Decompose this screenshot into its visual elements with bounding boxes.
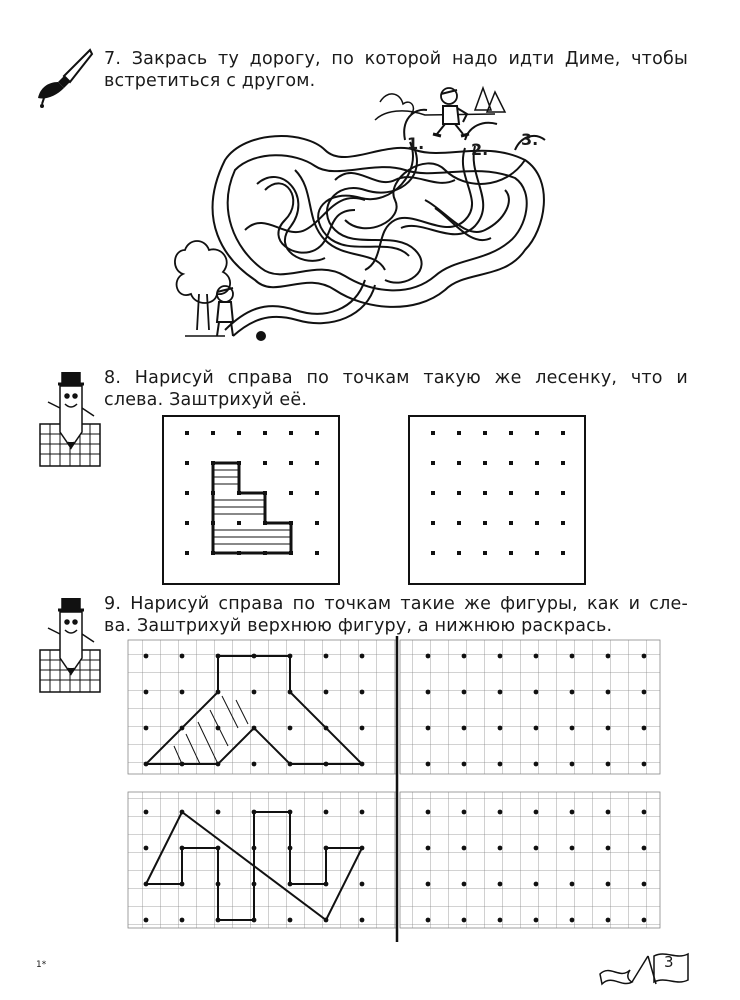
grid-dot	[570, 918, 575, 923]
grid-dot	[606, 726, 611, 731]
grid-dot	[216, 810, 221, 815]
grid-dot	[534, 690, 539, 695]
grid-dot	[288, 726, 293, 731]
grid-dot	[180, 690, 185, 695]
grid-dot	[498, 918, 503, 923]
grid-dot	[426, 810, 431, 815]
grid-dot	[426, 690, 431, 695]
grid-dot	[360, 810, 365, 815]
grid-dot	[642, 654, 647, 659]
grid-dot	[570, 762, 575, 767]
grid-dot	[642, 762, 647, 767]
grid-dot	[426, 882, 431, 887]
grid-dot	[144, 918, 149, 923]
grid-dot	[606, 882, 611, 887]
grid-dot	[606, 810, 611, 815]
maze-path-label-1: 1.	[407, 134, 425, 153]
paintbrush-icon	[30, 46, 94, 108]
grid-dot	[498, 882, 503, 887]
grid-dot	[462, 882, 467, 887]
grid-dot	[606, 762, 611, 767]
grid-dot	[642, 882, 647, 887]
maze-illustration	[165, 80, 565, 350]
grid-dot	[570, 690, 575, 695]
grid-dot	[642, 846, 647, 851]
grid-dot	[426, 846, 431, 851]
grid-dot	[534, 846, 539, 851]
grid-dot	[360, 918, 365, 923]
pencil-character-icon	[38, 372, 104, 470]
maze-path-label-2: 2.	[471, 140, 489, 159]
grid-dot	[534, 810, 539, 815]
grid-dot	[498, 654, 503, 659]
grid-dot	[642, 810, 647, 815]
grid-dot	[642, 918, 647, 923]
task7-line2: встретиться с другом.	[104, 71, 316, 91]
grid-dot	[360, 882, 365, 887]
grid-dot	[144, 690, 149, 695]
grid-dot	[360, 690, 365, 695]
grid-dot	[606, 654, 611, 659]
grid-dot	[426, 654, 431, 659]
grid-dot	[462, 762, 467, 767]
grid-dot	[144, 810, 149, 815]
grid-dot	[606, 846, 611, 851]
grid-dot	[144, 726, 149, 731]
grid-dot	[252, 690, 257, 695]
grid-dot	[498, 762, 503, 767]
grid-dot	[426, 726, 431, 731]
flags-icon	[596, 944, 692, 988]
grid-dot	[426, 762, 431, 767]
figures-grid	[124, 636, 664, 942]
grid-dot	[144, 846, 149, 851]
grid-dot	[324, 810, 329, 815]
grid-dot	[642, 726, 647, 731]
task8-text	[104, 367, 688, 411]
grid-dot	[462, 810, 467, 815]
grid-dot	[534, 726, 539, 731]
grid-dot	[252, 762, 257, 767]
staircase-sample-panel	[162, 415, 342, 587]
task9-line2: ва. Заштрихуй верхнюю фигуру, а нижнюю раскрась.	[104, 616, 613, 636]
grid-dot	[180, 918, 185, 923]
grid-dot	[324, 654, 329, 659]
grid-dot	[360, 654, 365, 659]
pencil-character-icon	[38, 598, 104, 696]
grid-dot	[498, 690, 503, 695]
grid-dot	[498, 810, 503, 815]
grid-dot	[180, 654, 185, 659]
grid-dot	[498, 846, 503, 851]
grid-dot	[534, 654, 539, 659]
task7-line1: 7. Закрась ту дорогу, по которой надо идти Диме, чтобы	[104, 49, 688, 69]
grid-dot	[642, 690, 647, 695]
grid-dot	[570, 654, 575, 659]
grid-dot	[606, 690, 611, 695]
staircase-answer-panel	[408, 415, 588, 587]
grid-dot	[462, 654, 467, 659]
grid-dot	[462, 726, 467, 731]
grid-dot	[498, 726, 503, 731]
signature-mark: 1*	[36, 960, 47, 970]
grid-dot	[288, 918, 293, 923]
grid-dot	[360, 726, 365, 731]
grid-dot	[462, 846, 467, 851]
grid-dot	[570, 882, 575, 887]
grid-dot	[426, 918, 431, 923]
grid-dot	[570, 810, 575, 815]
task8-line1: 8. Нарисуй справа по точкам такую же лесенку, что и	[104, 368, 688, 388]
task8-line2: слева. Заштрихуй её.	[104, 390, 308, 410]
grid-dot	[144, 654, 149, 659]
grid-dot	[570, 846, 575, 851]
grid-dot	[534, 762, 539, 767]
grid-dot	[324, 690, 329, 695]
page-number: 3	[664, 953, 674, 971]
grid-dot	[534, 882, 539, 887]
grid-dot	[462, 918, 467, 923]
grid-dot	[570, 726, 575, 731]
grid-dot	[534, 918, 539, 923]
grid-dot	[606, 918, 611, 923]
task9-line1: 9. Нарисуй справа по точкам такие же фигуры, как и сле-	[104, 594, 688, 614]
task9-text	[104, 593, 688, 637]
grid-dot	[462, 690, 467, 695]
maze-path-label-3: 3.	[521, 130, 539, 149]
